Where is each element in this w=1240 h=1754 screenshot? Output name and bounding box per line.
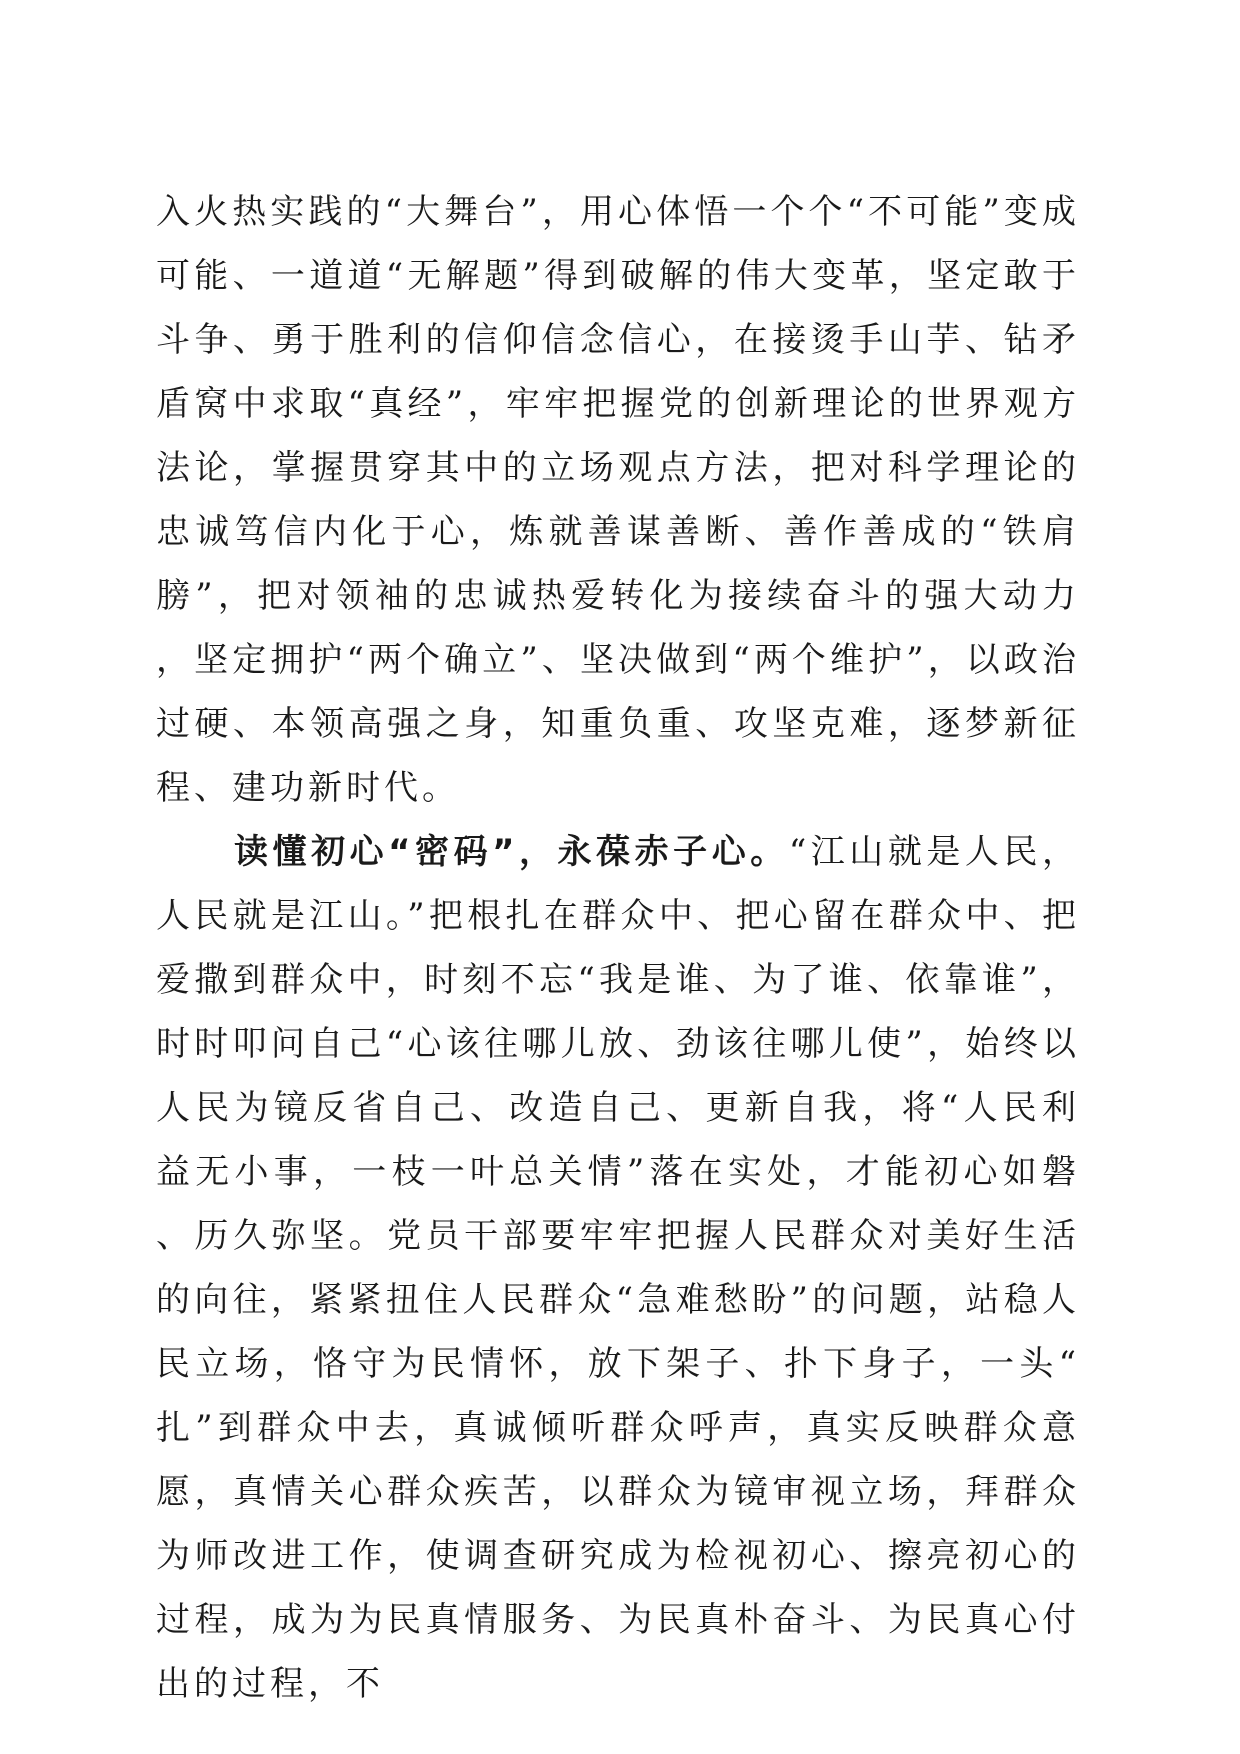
document-body (156, 180, 1080, 1716)
body-paragraph-1 (156, 180, 1080, 820)
paragraph-2-heading: 读懂初心“密码”，永葆赤子心。 (234, 832, 789, 872)
body-paragraph-2 (156, 820, 1080, 1716)
paragraph-1-text: 入火热实践的“大舞台”，用心体悟一个个“不可能”变成可能、一道道“无解题”得到破解的伟大变革，坚定敢于斗争、勇于胜利的信仰信念信心，在接烫手山芋、钻矛盾窝中求取“真经”，牢牢把握党的创新理论的世界观方法论，掌握贯穿其中的立场观点方法，把对科学理论的忠诚笃信内化于心，炼就善谋善断、善作善成的“铁肩膀”，把对领袖的忠诚热爱转化为接续奋斗的强大动力，坚定拥护“两个确立”、坚决做到“两个维护”，以政治过硬、本领高强之身，知重负重、攻坚克难，逐梦新征程、建功新时代。 (156, 192, 1080, 808)
paragraph-2-text: “江山就是人民，人民就是江山。”把根扎在群众中、把心留在群众中、把爱撒到群众中，时刻不忘“我是谁、为了谁、依靠谁”，时时叩问自己“心该往哪儿放、劲该往哪儿使”，始终以人民为镜反省自己、改造自己、更新自我，将“人民利益无小事，一枝一叶总关情”落在实处，才能初心如磐、历久弥坚。党员干部要牢牢把握人民群众对美好生活的向往，紧紧扭住人民群众“急难愁盼”的问题，站稳人民立场，恪守为民情怀，放下架子、扑下身子，一头“扎”到群众中去，真诚倾听群众呼声，真实反映群众意愿，真情关心群众疾苦，以群众为镜审视立场，拜群众为师改进工作，使调查研究成为检视初心、擦亮初心的过程，成为为民真情服务、为民真朴奋斗、为民真心付出的过程，不 (156, 832, 1080, 1704)
